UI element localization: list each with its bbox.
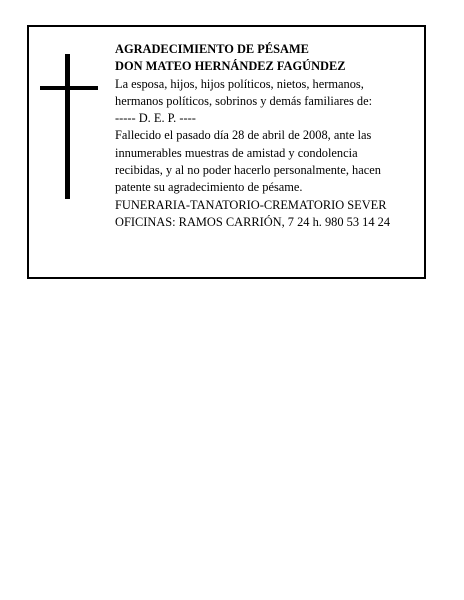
cross-vertical-bar xyxy=(65,54,70,199)
notice-title: AGRADECIMIENTO DE PÉSAME xyxy=(115,42,309,56)
dep-line: ----- D. E. P. ---- xyxy=(115,111,196,126)
latin-cross-icon xyxy=(37,54,101,200)
family-line: La esposa, hijos, hijos políticos, nietos, hermanos, xyxy=(115,76,364,91)
offices-contact: OFICINAS: RAMOS CARRIÓN, 7 24 h. 980 53 14 24 xyxy=(115,214,391,229)
funeral-home-name: FUNERARIA-TANATORIO-CREMATORIO SEVER xyxy=(115,197,387,212)
condolence-notice xyxy=(27,25,426,279)
body-line: Fallecido el pasado día 28 de abril de 2008, ante las xyxy=(115,128,372,143)
family-line: hermanos políticos, sobrinos y demás familiares de: xyxy=(115,93,373,108)
cross-horizontal-bar xyxy=(40,86,98,90)
body-line: recibidas, y al no poder hacerlo personalmente, hacen xyxy=(115,163,381,178)
body-line: innumerables muestras de amistad y condolencia xyxy=(115,145,358,160)
notice-text xyxy=(115,41,427,231)
deceased-name: DON MATEO HERNÁNDEZ FAGÚNDEZ xyxy=(115,59,346,74)
body-line: patente su agradecimiento de pésame. xyxy=(115,180,303,195)
